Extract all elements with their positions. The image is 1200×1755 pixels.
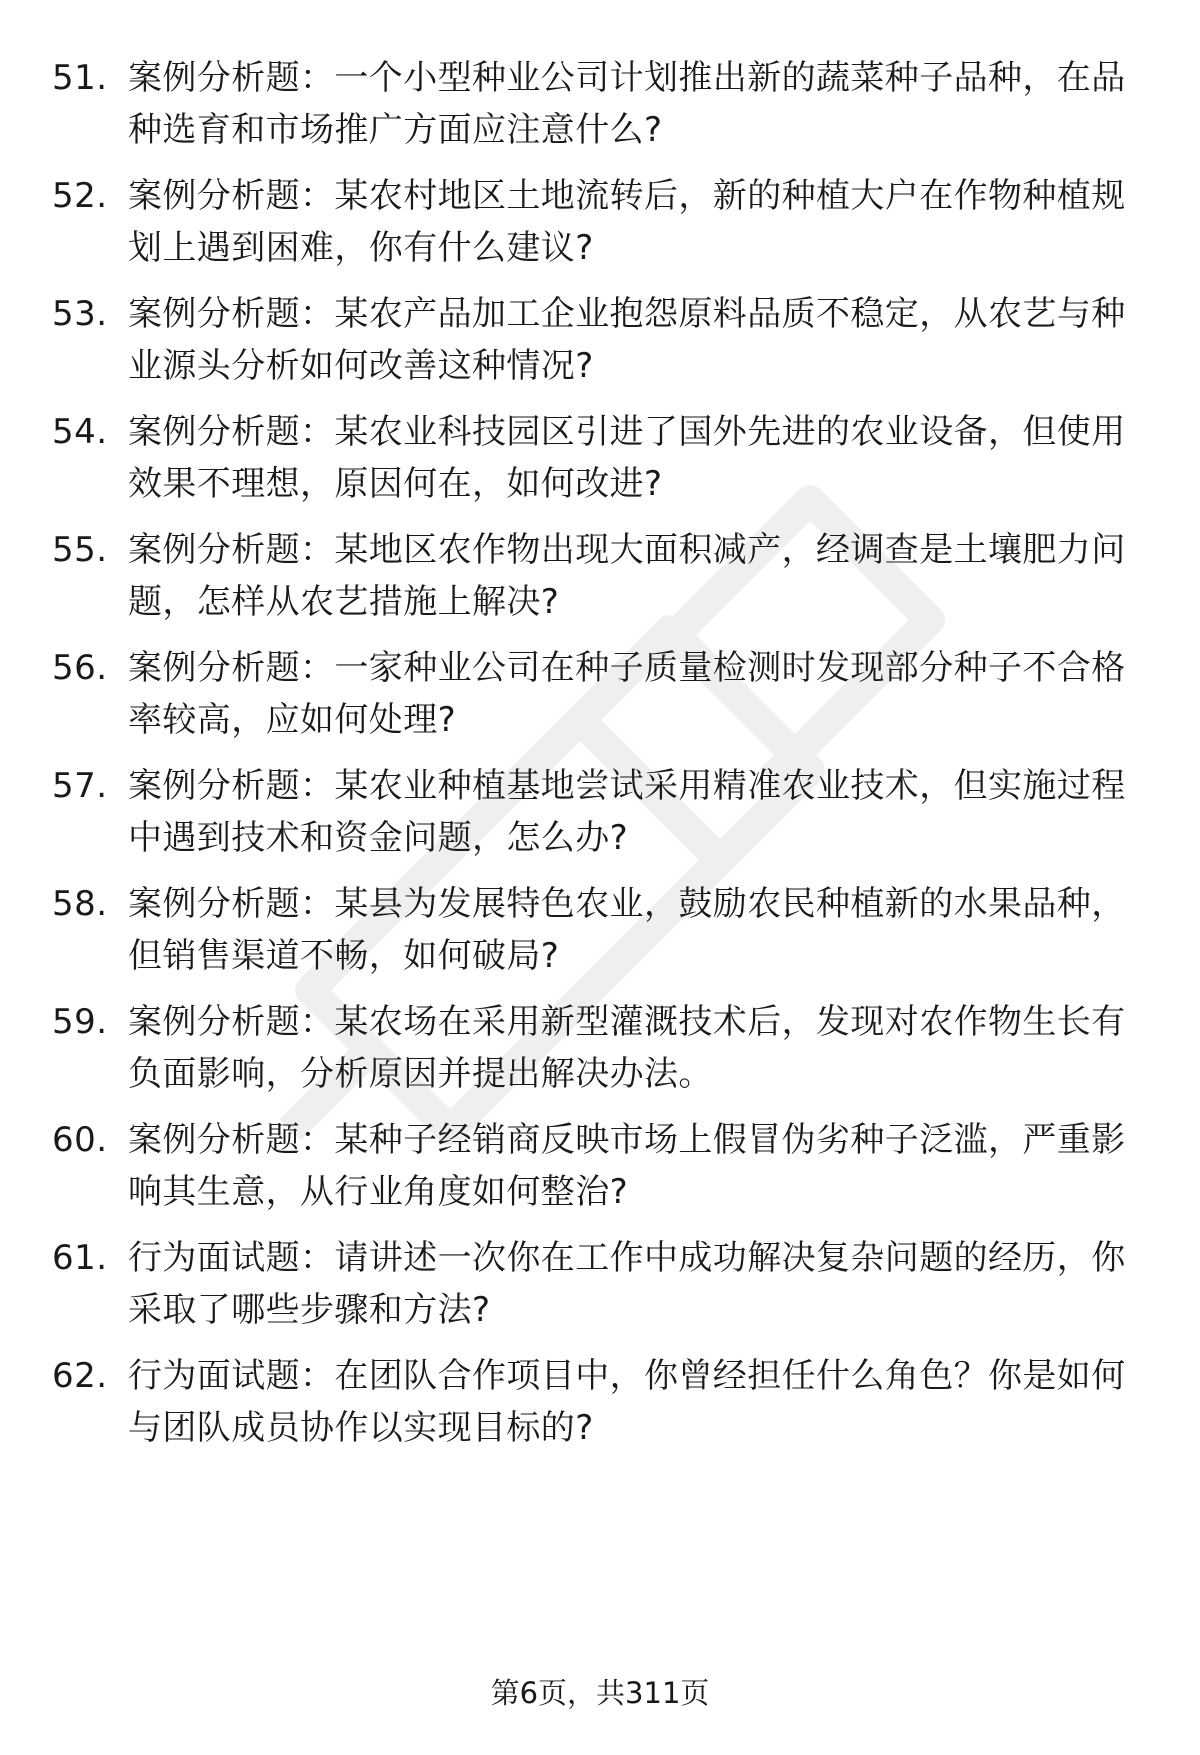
question-number: 57. <box>52 766 108 806</box>
question-text: 案例分析题：某农产品加工企业抱怨原料品质不稳定，从农艺与种业源头分析如何改善这种情况? <box>128 294 1126 386</box>
question-number: 55. <box>52 530 108 570</box>
question-item-53 <box>0 288 1200 398</box>
question-text: 行为面试题：在团队合作项目中，你曾经担任什么角色？你是如何与团队成员协作以实现目标的? <box>128 1356 1126 1448</box>
question-item-60 <box>0 1114 1200 1224</box>
question-number: 54. <box>52 412 108 452</box>
question-text: 案例分析题：一家种业公司在种子质量检测时发现部分种子不合格率较高，应如何处理? <box>128 648 1126 740</box>
question-number: 59. <box>52 1002 108 1042</box>
question-text: 案例分析题：一个小型种业公司计划推出新的蔬菜种子品种，在品种选育和市场推广方面应注意什么? <box>128 58 1126 150</box>
question-item-55 <box>0 524 1200 634</box>
question-item-54 <box>0 406 1200 516</box>
question-number: 58. <box>52 884 108 924</box>
question-number: 61. <box>52 1238 108 1278</box>
question-number: 52. <box>52 176 108 216</box>
question-number: 56. <box>52 648 108 688</box>
question-item-52 <box>0 170 1200 280</box>
question-text: 案例分析题：某地区农作物出现大面积减产，经调查是土壤肥力问题，怎样从农艺措施上解决? <box>128 530 1126 622</box>
question-item-58 <box>0 878 1200 988</box>
question-item-56 <box>0 642 1200 752</box>
question-text: 案例分析题：某农业种植基地尝试采用精准农业技术，但实施过程中遇到技术和资金问题，怎么办? <box>128 766 1126 858</box>
question-number: 51. <box>52 58 108 98</box>
question-text: 案例分析题：某农业科技园区引进了国外先进的农业设备，但使用效果不理想，原因何在，如何改进? <box>128 412 1126 504</box>
question-item-57 <box>0 760 1200 870</box>
question-text: 案例分析题：某县为发展特色农业，鼓励农民种植新的水果品种，但销售渠道不畅，如何破局? <box>128 884 1126 976</box>
page-footer: 第6页，共311页 <box>490 1676 710 1710</box>
question-item-62 <box>0 1350 1200 1460</box>
question-text: 行为面试题：请讲述一次你在工作中成功解决复杂问题的经历，你采取了哪些步骤和方法? <box>128 1238 1126 1330</box>
question-number: 62. <box>52 1356 108 1396</box>
question-text: 案例分析题：某种子经销商反映市场上假冒伪劣种子泛滥，严重影响其生意，从行业角度如何整治? <box>128 1120 1126 1212</box>
question-text: 案例分析题：某农场在采用新型灌溉技术后，发现对农作物生长有负面影响，分析原因并提出解决办法。 <box>128 1002 1126 1094</box>
question-number: 53. <box>52 294 108 334</box>
question-item-51 <box>0 52 1200 162</box>
question-item-59 <box>0 996 1200 1106</box>
question-item-61 <box>0 1232 1200 1342</box>
question-number: 60. <box>52 1120 108 1160</box>
question-text: 案例分析题：某农村地区土地流转后，新的种植大户在作物种植规划上遇到困难，你有什么建议? <box>128 176 1126 268</box>
